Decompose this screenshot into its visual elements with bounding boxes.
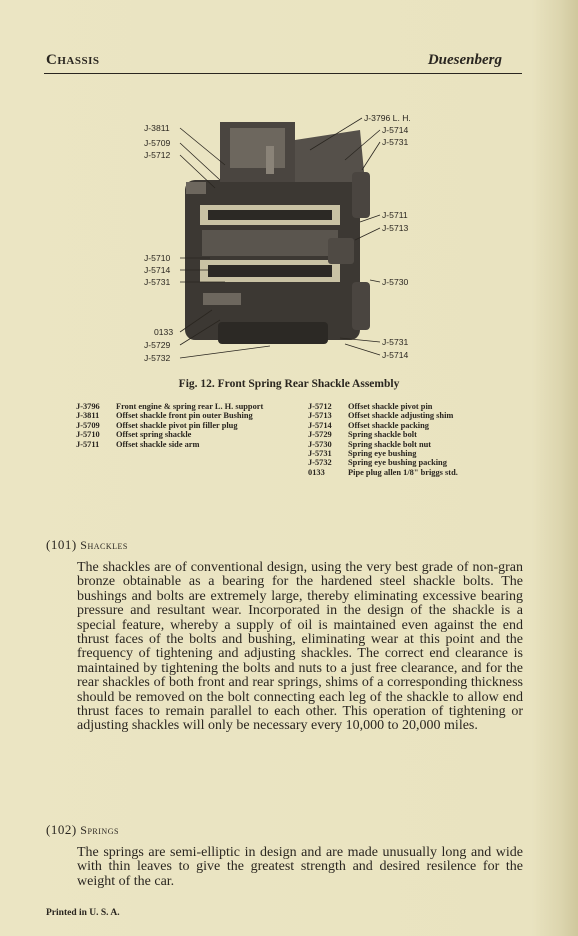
part-row [76, 402, 302, 411]
part-description: Pipe plug allen 1/8" briggs std. [348, 467, 458, 477]
shackle-assembly-diagram [130, 110, 450, 370]
part-number: 0133 [308, 467, 325, 477]
callout-left-7: 0133 [154, 327, 174, 337]
callout-left-3: J-5712 [144, 150, 171, 160]
part-description: Spring shackle bolt nut [348, 439, 432, 449]
part-description: Spring eye bushing [348, 449, 417, 459]
header-section-title: Chassis [46, 52, 100, 68]
callout-right-4: J-5711 [382, 210, 408, 220]
part-row [308, 449, 518, 458]
part-row [308, 458, 518, 467]
callout-right-3: J-5731 [382, 137, 409, 147]
part-number: J-3811 [76, 411, 100, 421]
callout-left-6: J-5731 [144, 277, 171, 287]
parts-list-left [76, 402, 302, 449]
part-description: Offset shackle packing [348, 420, 429, 430]
part-row [76, 421, 302, 430]
part-description: Offset shackle adjusting shim [348, 411, 454, 421]
section-number: (102) [46, 822, 77, 837]
callout-right-6: J-5730 [382, 277, 409, 287]
part-number: J-5729 [308, 430, 332, 440]
part-row [308, 440, 518, 449]
section-title: Shackles [80, 538, 128, 552]
callout-left-4: J-5710 [144, 253, 171, 263]
part-description: Offset spring shackle [116, 430, 192, 440]
part-number: J-5714 [308, 420, 332, 430]
part-number: J-5713 [308, 411, 332, 421]
part-description: Offset shackle side arm [116, 439, 200, 449]
part-row [308, 411, 518, 420]
part-description: Spring eye bushing packing [348, 458, 447, 468]
figure-caption: Fig. 12. Front Spring Rear Shackle Assembly [178, 378, 400, 390]
part-row [76, 411, 302, 420]
part-number: J-5710 [76, 430, 100, 440]
callout-left-2: J-5709 [144, 138, 171, 148]
part-description: Front engine & spring rear L. H. support [116, 402, 264, 411]
shackles-paragraph: The shackles are of conventional design, using the very best grade of non-gran bronze obtainable as a bearing for the hardened steel shackle bolts. The bushings and bolts are extremely large, thereby eliminating excessive bearing pressure and resultant wear. Incorporated in the design of the shackle is a special feature, whereby a supply of oil is maintained even against the end thrust faces of the bolts and bushing, eliminating wear at this point and the frequency of tightening and adjusting shackles. The correct end clearance is maintained by tightening the bolts and nuts to a just free clearance, and for the rear shackles of both front and rear springs, shims of a corresponding thickness should be removed on the bolt connecting each leg of the shackle to allow end thrust faces to remain parallel to each other. This operation of tightening or adjusting shackles will only be necessary every 10,000 to 20,000 miles. [77, 560, 523, 734]
section-number: (101) [46, 537, 77, 552]
springs-paragraph: The springs are semi-elliptic in design and are made unusually long and wide with thin leaves to give the greatest strength and desired resilence for the weight of the car. [77, 845, 523, 889]
section-title: Springs [80, 823, 119, 837]
callout-left-5: J-5714 [144, 265, 171, 275]
callout-left-9: J-5732 [144, 353, 171, 363]
printed-note: Printed in U. S. A. [46, 908, 120, 918]
part-number: J-5730 [308, 439, 332, 449]
section-heading-shackles [46, 537, 128, 553]
part-row [308, 430, 518, 439]
callout-right-8: J-5714 [382, 350, 409, 360]
callout-left-8: J-5729 [144, 340, 171, 350]
part-number: J-5711 [76, 439, 100, 449]
part-number: J-5709 [76, 420, 100, 430]
callout-right-1: J-3796 L. H. [364, 113, 411, 123]
parts-list-right [308, 402, 518, 477]
part-row [308, 468, 518, 477]
part-row [308, 421, 518, 430]
part-number: J-5712 [308, 402, 332, 411]
section-heading-springs [46, 822, 119, 838]
header-rule [44, 73, 522, 74]
part-number: J-5731 [308, 449, 332, 459]
part-description: Offset shackle pivot pin filler plug [116, 420, 238, 430]
part-description: Offset shackle pivot pin [348, 402, 433, 411]
callout-right-7: J-5731 [382, 337, 409, 347]
part-row [76, 430, 302, 439]
part-row [76, 440, 302, 449]
part-number: J-5732 [308, 458, 332, 468]
part-number: J-3796 [76, 402, 100, 411]
part-row [308, 402, 518, 411]
callout-right-5: J-5713 [382, 223, 409, 233]
callout-right-2: J-5714 [382, 125, 409, 135]
callout-left-1: J-3811 [144, 123, 170, 133]
part-description: Spring shackle bolt [348, 430, 417, 440]
part-description: Offset shackle front pin outer Bushing [116, 411, 253, 421]
header-brand: Duesenberg [427, 52, 502, 68]
